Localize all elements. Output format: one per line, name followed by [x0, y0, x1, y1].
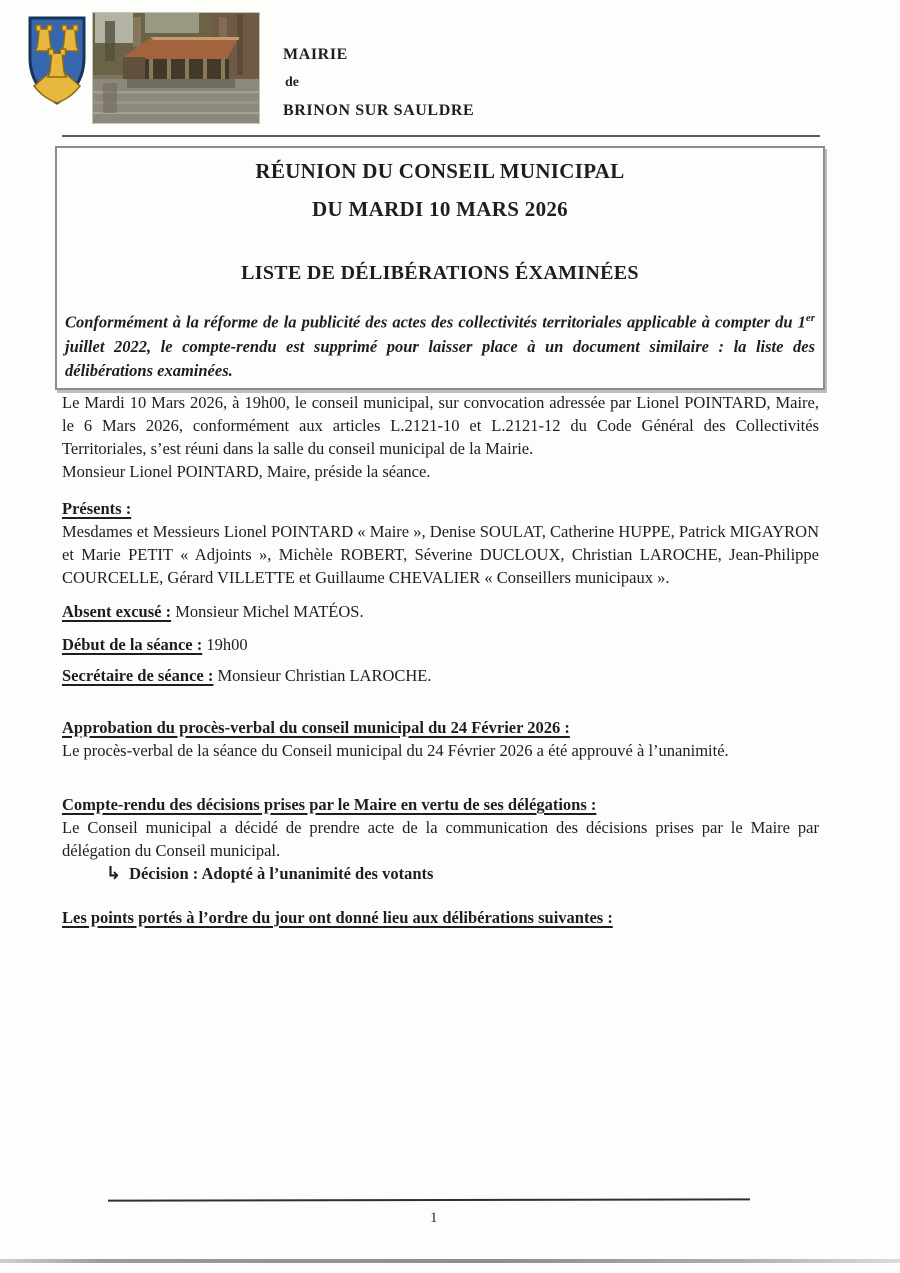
return-arrow-icon: ↳ — [106, 863, 122, 884]
approval-heading: Approbation du procès-verbal du conseil municipal du 24 Février 2026 : — [62, 718, 570, 737]
session-start-label: Début de la séance : — [62, 635, 203, 654]
org-de: de — [285, 75, 299, 90]
document-body — [62, 391, 819, 929]
org-name: MAIRIE — [283, 46, 348, 63]
title-box — [55, 146, 825, 390]
absent-label: Absent excusé : — [62, 602, 172, 621]
legal-notice-part2: juillet 2022, le compte-rendu est supprimé pour laisser place à un document similaire : la liste des délibérations examinées. — [65, 336, 815, 380]
intro-paragraph: Le Mardi 10 Mars 2026, à 19h00, le conseil municipal, sur convocation adressée par Lionel POINTARD, Maire, le 6 Mars 2026, conformément aux articles L.2121-10 et L.2121-12 du Code Général des Collectivités Territoriales, s’est réuni dans la salle du conseil municipal de la Mairie. — [62, 393, 819, 458]
meeting-title-line2: DU MARDI 10 MARS 2026 — [312, 197, 568, 221]
legal-notice-part1: Conformément à la réforme de la publicité des actes des collectivités territoriales applicable à compter du 1 — [65, 312, 806, 332]
decision-line — [62, 862, 819, 885]
report-heading: Compte-rendu des décisions prises par le Maire en vertu de ses délégations : — [62, 795, 597, 814]
agenda-heading: Les points portés à l’ordre du jour ont donné lieu aux délibérations suivantes : — [62, 908, 613, 927]
document-subtitle: LISTE DE DÉLIBÉRATIONS ÉXAMINÉES — [241, 262, 639, 284]
presents-heading: Présents : — [62, 499, 132, 518]
absent-value: Monsieur Michel MATÉOS. — [171, 602, 364, 621]
header-divider — [62, 135, 820, 137]
secretary-line — [62, 664, 819, 687]
coat-of-arms-icon — [25, 14, 89, 108]
secretary-label: Secrétaire de séance : — [62, 666, 214, 685]
footer-divider — [108, 1198, 750, 1201]
decision-text: Décision : Adopté à l’unanimité des votants — [129, 864, 434, 883]
meeting-title-line1: RÉUNION DU CONSEIL MUNICIPAL — [255, 159, 625, 183]
presents-list: Mesdames et Messieurs Lionel POINTARD « Maire », Denise SOULAT, Catherine HUPPE, Patrick MIGAYRON et Marie PETIT « Adjoints », Michèle ROBERT, Séverine DUCLOUX, Christian LAROCHE, Jean-Philippe COURCELLE, Gérard VILLETTE et Guillaume CHEVALIER « Conseillers municipaux ». — [62, 522, 819, 587]
session-start-line — [62, 633, 819, 656]
report-text: Le Conseil municipal a décidé de prendre acte de la communication des décisions prises par le Maire par délégation du Conseil municipal. — [62, 818, 819, 860]
secretary-value: Monsieur Christian LAROCHE. — [213, 666, 432, 685]
scan-edge-artifact — [0, 1259, 900, 1263]
page-number: 1 — [430, 1210, 438, 1226]
legal-notice — [65, 306, 815, 383]
organization-block — [283, 46, 474, 120]
session-start-value: 19h00 — [202, 635, 248, 654]
approval-text: Le procès-verbal de la séance du Conseil municipal du 24 Février 2026 a été approuvé à l’unanimité. — [62, 741, 729, 760]
lavoir-photo — [92, 12, 260, 124]
org-city: BRINON SUR SAULDRE — [283, 102, 475, 119]
presiding-statement: Monsieur Lionel POINTARD, Maire, préside la séance. — [62, 462, 431, 481]
legal-notice-ordinal: er — [805, 312, 815, 324]
absent-line — [62, 600, 819, 623]
